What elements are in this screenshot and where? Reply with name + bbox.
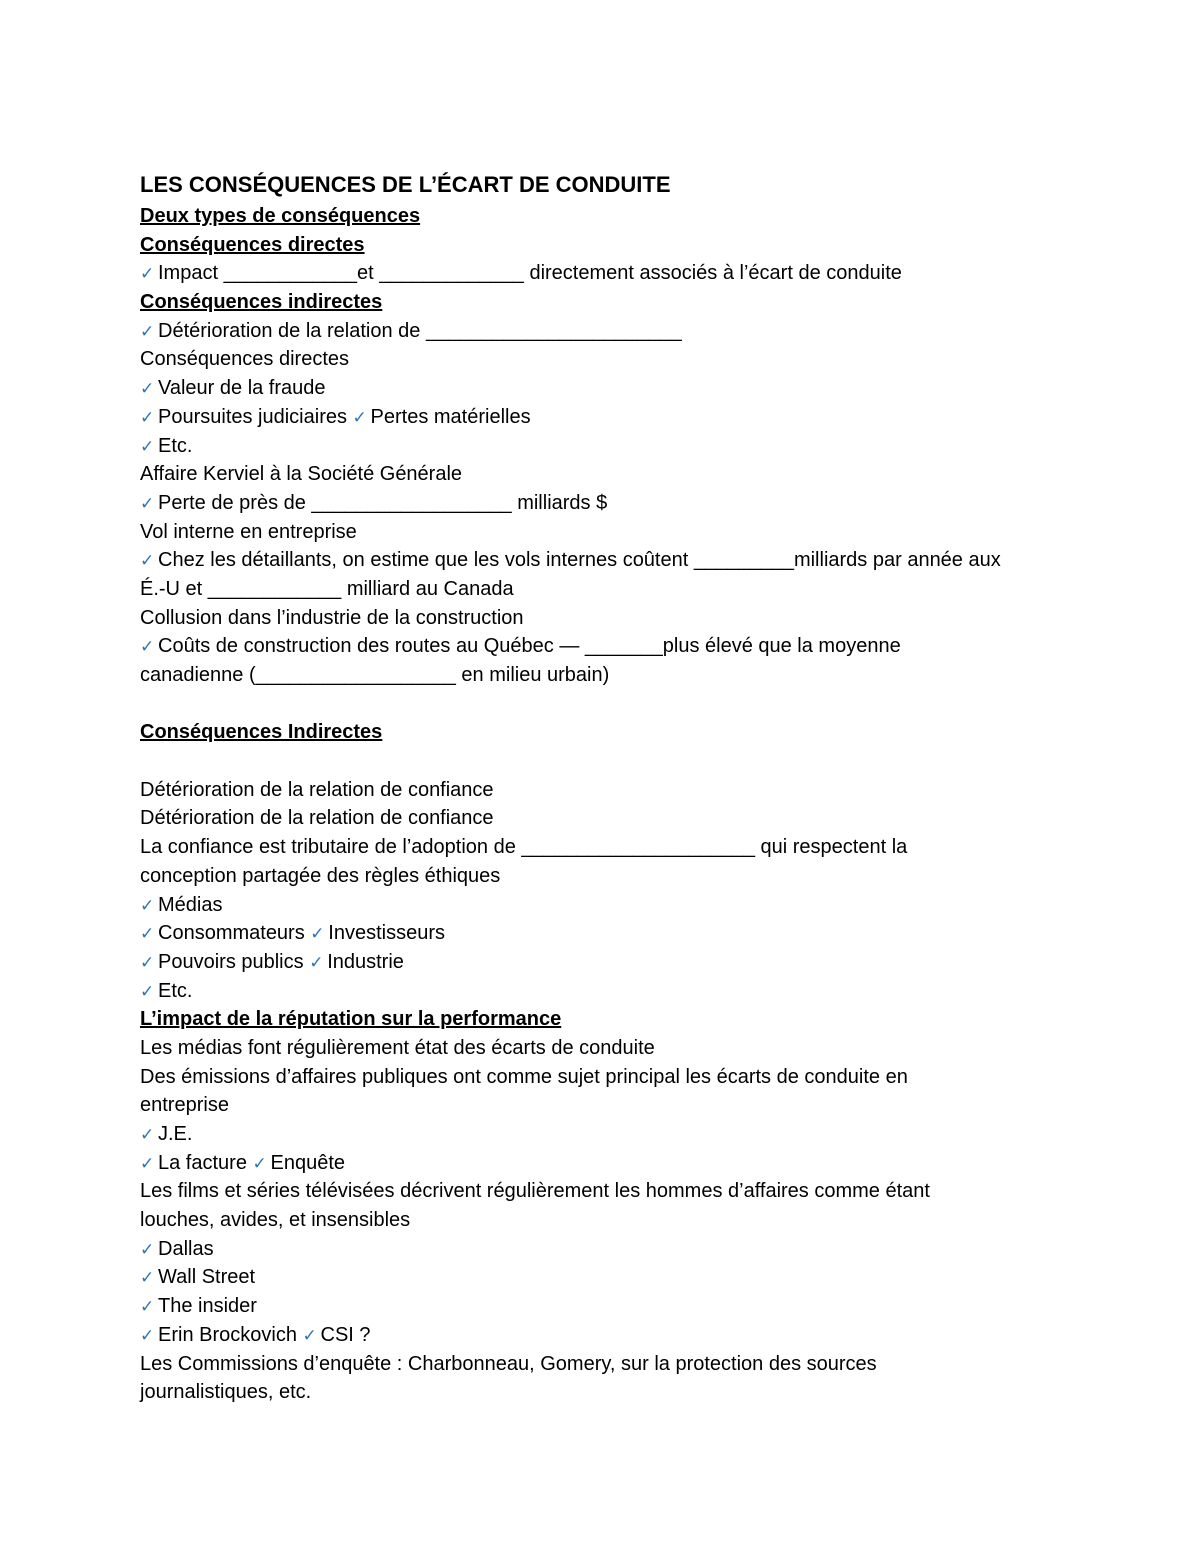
checklist-item-text: Wall Street [158,1266,256,1289]
document-title: LES CONSÉQUENCES DE L’ÉCART DE CONDUITE [140,172,671,197]
checklist-item-text: J.E. [158,1123,193,1145]
checklist-item-text: Poursuites judiciaires [158,405,353,428]
checklist-line [140,948,1180,977]
checklist-item-text: The insider [158,1295,257,1318]
text-line: Les films et séries télévisées décrivent régulièrement les hommes d’affaires comme étant [140,1180,930,1203]
checklist-item-text: CSI ? [320,1323,371,1346]
checklist-item-text: Perte de près de __________________ milliards $ [158,491,608,514]
checkmark-icon: ✓ [140,1125,155,1145]
checklist-line [140,977,1180,1006]
checklist-item-text: Médias [158,893,223,916]
checkmark-icon: ✓ [140,637,155,658]
checklist-line [140,432,1180,461]
document-body [140,202,1180,1407]
text-line: Vol interne en entreprise [140,520,357,543]
checklist-item-text: Chez les détaillants, on estime que les vols internes coûtent _________milliards par année aux [158,549,1001,572]
checkmark-icon: ✓ [140,493,155,514]
checklist-item-text: Consommateurs [158,922,311,945]
checkmark-icon: ✓ [140,1297,155,1318]
section-heading: Conséquences Indirectes [140,721,383,744]
checkmark-icon: ✓ [140,379,155,400]
text-line: Détérioration de la relation de confiance [140,778,494,801]
checklist-item-text: Etc. [158,434,193,457]
text-line: Collusion dans l’industrie de la construction [140,606,524,629]
checklist-line [140,317,1180,346]
section-heading: Deux types de conséquences [140,205,421,227]
checklist-line [140,1321,1180,1350]
checkmark-icon: ✓ [140,1268,155,1289]
checklist-line [140,489,1180,518]
checklist-item-text: Etc. [158,979,193,1002]
section-heading: Conséquences directes [140,233,365,256]
checklist-item-text: Erin Brockovich [158,1323,303,1346]
checklist-line [140,1292,1180,1321]
checkmark-icon: ✓ [309,952,324,973]
checklist-line [140,1235,1180,1264]
text-line: Détérioration de la relation de confiance [140,807,494,830]
checklist-line [140,919,1180,948]
text-line: Conséquences directes [140,348,350,371]
checkmark-icon: ✓ [140,321,155,342]
checklist-item-text: Dallas [158,1237,214,1260]
checkmark-icon: ✓ [140,895,155,916]
checkmark-icon: ✓ [140,551,155,572]
checklist-line [140,632,1180,661]
section-heading: L’impact de la réputation sur la performance [140,1008,562,1031]
checklist-item-text: Pouvoirs publics [158,950,310,973]
checklist-item-text: Investisseurs [328,922,445,945]
text-line: É.-U et ____________ milliard au Canada [140,577,514,600]
text-line: Des émissions d’affaires publiques ont comme sujet principal les écarts de conduite en [140,1065,908,1088]
checklist-item-text: Coûts de construction des routes au Québec — _______plus élevé que la moyenne [158,635,901,658]
checkmark-icon: ✓ [252,1153,267,1174]
checkmark-icon: ✓ [140,436,155,457]
text-line: louches, avides, et insensibles [140,1209,411,1232]
checklist-item-text: La facture [158,1151,253,1174]
checklist-line [140,259,1180,288]
checkmark-icon: ✓ [140,924,155,945]
checklist-line [140,546,1180,575]
text-line: journalistiques, etc. [140,1381,312,1404]
checkmark-icon: ✓ [310,924,325,945]
checklist-line [140,403,1180,432]
checkmark-icon: ✓ [140,264,155,285]
text-line: conception partagée des règles éthiques [140,864,501,887]
checklist-line [140,374,1180,403]
blank-line [140,690,1180,719]
checklist-item-text: Détérioration de la relation de _______________________ [158,319,682,342]
checkmark-icon: ✓ [140,1239,155,1260]
document-page [140,168,1180,1407]
text-line: entreprise [140,1094,229,1117]
text-line: Affaire Kerviel à la Société Générale [140,463,463,486]
checklist-line [140,1149,1180,1178]
checklist-item-text: Valeur de la fraude [158,377,326,400]
checkmark-icon: ✓ [352,407,367,428]
text-line: canadienne (__________________ en milieu urbain) [140,664,610,686]
checklist-item-text: Impact ____________et _____________ directement associés à l’écart de conduite [158,262,902,285]
checklist-line [140,891,1180,920]
checkmark-icon: ✓ [302,1325,317,1346]
checklist-line [140,1120,1180,1149]
blank-line [140,747,1180,776]
checkmark-icon: ✓ [140,1325,155,1346]
checkmark-icon: ✓ [140,952,155,973]
checklist-item-text: Pertes matérielles [370,405,531,428]
text-line: Les médias font régulièrement état des écarts de conduite [140,1036,655,1059]
checkmark-icon: ✓ [140,1153,155,1174]
section-heading: Conséquences indirectes [140,291,383,314]
checklist-item-text: Industrie [327,950,404,973]
checklist-item-text: Enquête [270,1151,346,1174]
text-line: Les Commissions d’enquête : Charbonneau, Gomery, sur la protection des sources [140,1352,877,1375]
checkmark-icon: ✓ [140,981,155,1002]
checkmark-icon: ✓ [140,407,155,428]
checklist-line [140,1263,1180,1292]
text-line: La confiance est tributaire de l’adoption de _____________________ qui respectent la [140,836,908,859]
